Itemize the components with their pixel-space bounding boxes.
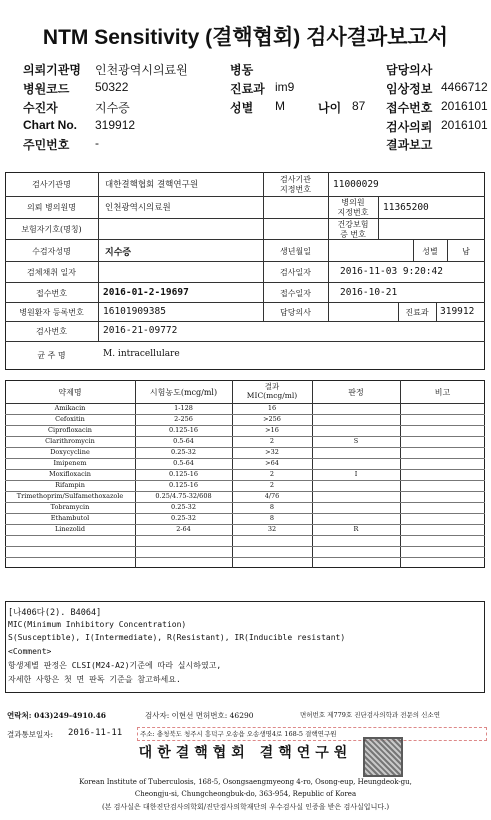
receipt-no-label: 접수번호 bbox=[386, 101, 433, 115]
sex-label: 성별 bbox=[230, 101, 254, 115]
req-inst-value: 인천광역시의료원 bbox=[105, 203, 171, 213]
receipt-date-label: 접수일자 bbox=[280, 289, 311, 298]
birth-label: 생년월일 bbox=[280, 247, 311, 256]
patient-label: 수진자 bbox=[23, 101, 58, 115]
req-code-label-1: 병의원 bbox=[341, 198, 365, 207]
lab-name-label: 검사기관명 bbox=[32, 180, 71, 189]
reg-value: 16101909385 bbox=[103, 306, 166, 317]
range-cell: 0.25-32 bbox=[171, 503, 196, 511]
request-label: 검사의뢰 bbox=[386, 120, 433, 134]
hospital-code-label: 병원코드 bbox=[23, 82, 70, 96]
drug-cell: Doxycycline bbox=[50, 448, 90, 456]
mic-cell: 16 bbox=[267, 404, 277, 412]
req-inst-label: 의뢰 병의원명 bbox=[27, 203, 76, 212]
age-value: 87 bbox=[352, 99, 366, 113]
certification-note: (본 검사실은 대한진단검사의학회/진단검사의학재단의 우수검사실 인증을 받은 검사실입니다.) bbox=[101, 803, 390, 811]
resident-value: - bbox=[95, 136, 99, 150]
test-date-label: 검사일자 bbox=[280, 268, 311, 277]
chart-label: Chart No. bbox=[23, 118, 77, 132]
mic-cell: >16 bbox=[265, 426, 279, 434]
institution-label: 의뢰기관명 bbox=[23, 63, 81, 77]
col-range: 시험농도(mcg/ml) bbox=[149, 388, 218, 397]
org-name: 대한결핵협회 결핵연구원 bbox=[138, 745, 353, 761]
range-cell: 0.25-32 bbox=[171, 514, 196, 522]
lab-code-value: 11000029 bbox=[333, 179, 379, 190]
doctor-label-box: 담당의사 bbox=[280, 308, 311, 317]
drug-cell: Trimethoprim/Sulfamethoxazole bbox=[16, 492, 124, 500]
interp-cell: I bbox=[354, 470, 358, 478]
institution-value: 인천광역시의료원 bbox=[95, 63, 188, 77]
patient-name-value: 지수증 bbox=[105, 248, 132, 258]
mic-cell: 2 bbox=[269, 437, 275, 445]
dept-label-box: 진료과 bbox=[405, 308, 429, 317]
lab-code-label-1: 검사기관 bbox=[280, 175, 311, 184]
sex-label-box: 성별 bbox=[422, 247, 438, 256]
col-note: 비고 bbox=[434, 388, 451, 397]
mic-cell: 2 bbox=[269, 470, 275, 478]
sex-value-box: 남 bbox=[462, 247, 470, 256]
test-no-value: 2016-21-09772 bbox=[103, 325, 178, 336]
clinical-value: 4466712 bbox=[441, 80, 488, 94]
mic-cell: >64 bbox=[265, 459, 279, 467]
organism-value: M. intracellulare bbox=[103, 349, 180, 359]
test-date-value: 2016-11-03 9:20:42 bbox=[340, 266, 443, 277]
address-en-2: Cheongju-si, Chungcheongbuk-do, 363-954, Republic of Korea bbox=[134, 790, 357, 798]
comment-line: 자세한 사항은 첫 면 판독 기준을 참고하세요. bbox=[8, 675, 181, 684]
col-interp: 판정 bbox=[348, 388, 364, 397]
drug-cell: Clarithromycin bbox=[45, 437, 95, 445]
drug-cell: Ciprofloxacin bbox=[48, 426, 92, 434]
insured-label-1: 건강보험 bbox=[337, 220, 369, 229]
test-no-label: 검사번호 bbox=[36, 327, 67, 336]
report-label: 결과보고 bbox=[386, 138, 433, 152]
range-cell: 0.25-32 bbox=[171, 448, 196, 456]
receipt-date-value: 2016-10-21 bbox=[340, 287, 398, 298]
receipt-no-value: 2016101 bbox=[441, 99, 488, 113]
dept-label: 진료과 bbox=[230, 82, 265, 96]
req-code-value: 11365200 bbox=[383, 202, 429, 213]
dept-value: im9 bbox=[275, 80, 295, 94]
drug-cell: Cefoxitin bbox=[55, 415, 85, 423]
organism-label: 균 주 명 bbox=[37, 351, 66, 360]
address-en-1: Korean Institute of Tuberculosis, 168-5, Osongsaengmyeong 4-ro, Osong-eup, Heungdeok-gu, bbox=[79, 778, 412, 786]
seal-stamp bbox=[363, 737, 403, 777]
mic-cell: 4/76 bbox=[264, 492, 280, 500]
range-cell: 0.5-64 bbox=[173, 459, 194, 467]
hospital-code-value: 50322 bbox=[95, 80, 129, 94]
age-label: 나이 bbox=[318, 101, 342, 115]
range-cell: 0.125-16 bbox=[168, 481, 199, 489]
comment-line: <Comment> bbox=[8, 647, 52, 656]
address-kr: 주소: 충청북도 청주시 흥덕구 오송읍 오송생명4로 168-5 결핵연구원 bbox=[140, 730, 337, 738]
drug-cell: Linezolid bbox=[54, 525, 86, 533]
patient-value: 지수증 bbox=[95, 101, 130, 115]
range-cell: 0.25/4.75-32/608 bbox=[155, 492, 212, 500]
resident-label: 주민번호 bbox=[23, 138, 70, 152]
range-cell: 1-128 bbox=[174, 404, 193, 412]
chart-value: 319912 bbox=[95, 118, 136, 132]
contact-text: 연락처: 043)249-4910.46 bbox=[7, 711, 107, 720]
license-text: 면허번호 제779호 진단검사의학과 전문의 신소연 bbox=[300, 711, 440, 719]
patient-name-label: 수검자성명 bbox=[32, 247, 71, 256]
receipt-value: 2016-01-2-19697 bbox=[103, 287, 189, 298]
ward-label: 병동 bbox=[230, 63, 254, 77]
dept-value-box: 319912 bbox=[440, 306, 475, 317]
reg-label: 병원환자 등록번호 bbox=[19, 308, 84, 317]
range-cell: 0.125-16 bbox=[168, 470, 199, 478]
col-mic-1: 결과 bbox=[264, 382, 280, 391]
report-date-label: 결과통보일자: bbox=[7, 730, 53, 739]
drug-cell: Rifampin bbox=[55, 481, 85, 489]
drug-cell: Ethambutol bbox=[50, 514, 90, 522]
report-date-value: 2016-11-11 bbox=[68, 728, 123, 738]
comment-line: [나406다(2). B4064] bbox=[8, 608, 102, 618]
interp-cell: S bbox=[353, 437, 359, 445]
mic-cell: 8 bbox=[269, 514, 275, 522]
req-code-label-2: 지정번호 bbox=[337, 208, 369, 217]
mic-cell: >32 bbox=[265, 448, 279, 456]
drug-cell: Amikacin bbox=[54, 404, 86, 412]
range-cell: 0.125-16 bbox=[168, 426, 199, 434]
mic-cell: 8 bbox=[269, 503, 275, 511]
request-value: 2016101 bbox=[441, 118, 488, 132]
range-cell: 2-64 bbox=[176, 525, 191, 533]
range-cell: 2-256 bbox=[174, 415, 193, 423]
interp-cell: R bbox=[353, 525, 359, 533]
mic-cell: >256 bbox=[263, 415, 281, 423]
sex-value: M bbox=[275, 99, 285, 113]
insured-label-2: 증 번호 bbox=[340, 230, 366, 239]
checker-text: 검사자: 이현선 면허번호: 46290 bbox=[145, 711, 254, 720]
report-title: NTM Sensitivity (결핵협회) 검사결과보고서 bbox=[42, 26, 449, 49]
collect-label: 검체채취 일자 bbox=[27, 268, 76, 277]
drug-cell: Imipenem bbox=[53, 459, 87, 467]
comment-line: S(Susceptible), I(Intermediate), R(Resistant), IR(Inducible resistant) bbox=[8, 633, 346, 642]
receipt-label: 접수번호 bbox=[36, 289, 67, 298]
range-cell: 0.5-64 bbox=[173, 437, 194, 445]
comment-line: MIC(Minimum Inhibitory Concentration) bbox=[8, 620, 187, 629]
col-drug: 약제명 bbox=[58, 388, 82, 397]
insurance-label: 보험자기호(명칭) bbox=[21, 225, 82, 234]
doctor-label: 담당의사 bbox=[386, 63, 433, 77]
col-mic-2: MIC(mcg/ml) bbox=[246, 391, 298, 400]
lab-name-value: 대한결핵협회 결핵연구원 bbox=[105, 180, 199, 190]
clinical-label: 임상정보 bbox=[386, 82, 433, 96]
mic-cell: 32 bbox=[267, 525, 277, 533]
mic-cell: 2 bbox=[269, 481, 275, 489]
comment-line: 항생제별 판정은 CLSI(M24-A2)기준에 따라 실시하였고, bbox=[8, 661, 222, 670]
drug-cell: Moxifloxacin bbox=[48, 470, 91, 478]
drug-cell: Tobramycin bbox=[50, 503, 90, 511]
lab-code-label-2: 지정번호 bbox=[280, 185, 311, 194]
